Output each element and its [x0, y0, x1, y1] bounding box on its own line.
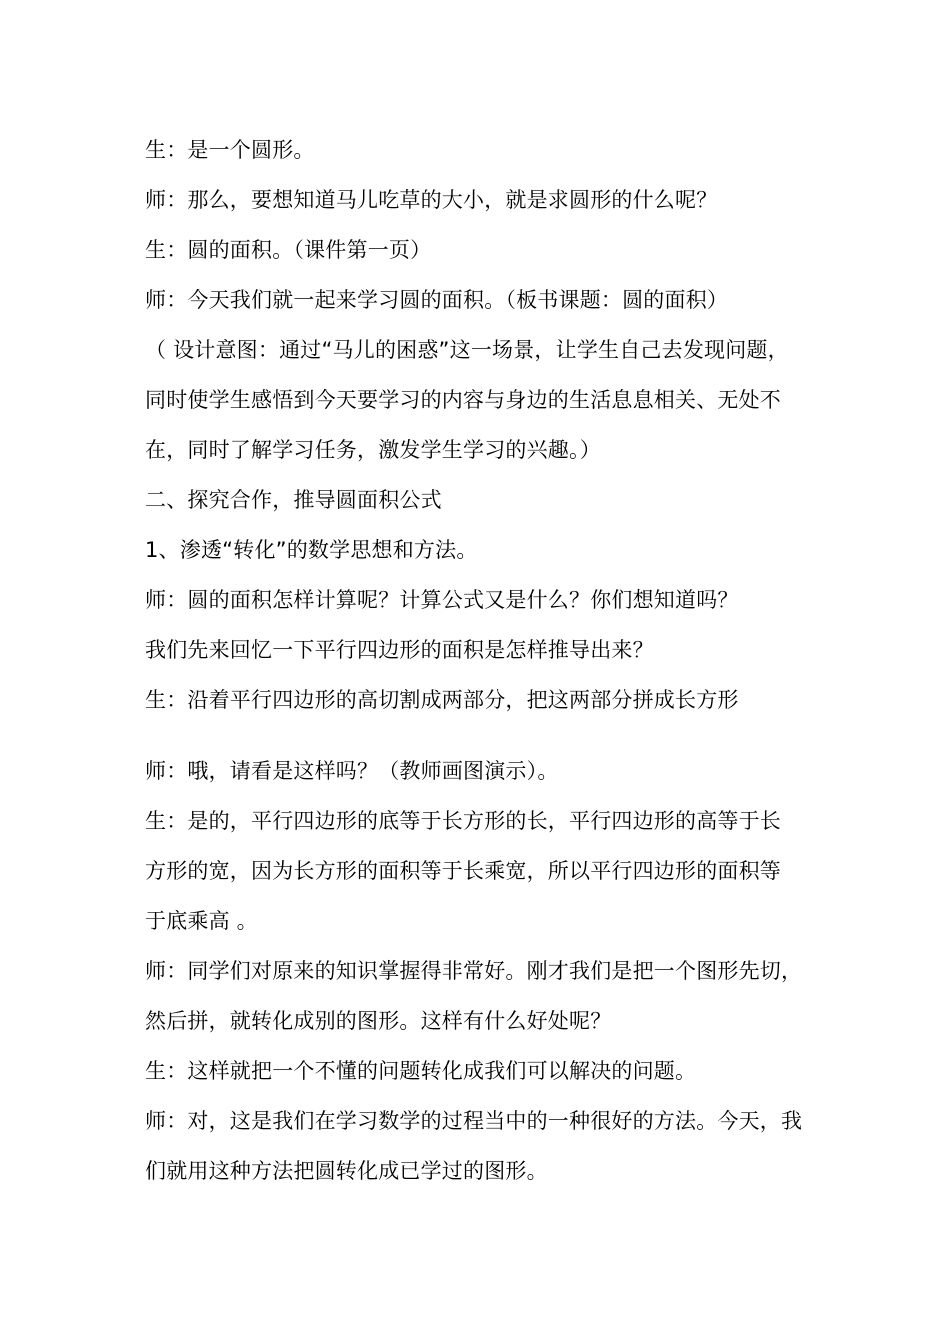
- text-line-21: 们就用这种方法把圆转化成已学过的图形。: [145, 1159, 548, 1183]
- text-line-3-main: 生：圆的面积。: [145, 238, 294, 262]
- text-line-20: 师：对，这是我们在学习数学的过程当中的一种很好的方法。今天，我: [145, 1109, 803, 1133]
- text-line-6: 同时使学生感悟到今天要学习的内容与身边的生活息息相关、无处不: [145, 388, 781, 412]
- text-line-1: 生：是一个圆形。: [145, 138, 315, 162]
- text-line-7: 在，同时了解学习任务，激发学生学习的兴趣。）: [145, 438, 601, 462]
- text-line-19: 生：这样就把一个不懂的问题转化成我们可以解决的问题。: [145, 1059, 697, 1083]
- text-line-13-tail: 演示）。: [484, 759, 559, 783]
- text-line-4: 师：今天我们就一起来学习圆的面积。（板书课题：圆的面积）: [145, 288, 729, 312]
- text-line-18: 然后拼，就转化成别的图形。这样有什么好处呢？: [145, 1009, 612, 1033]
- text-line-5: （ 设计意图：通过“马儿的困惑”这一场景，让学生自己去发现问题，: [145, 338, 789, 362]
- text-line-3: [145, 235, 825, 265]
- text-line-15: 方形的宽，因为长方形的面积等于长乘宽，所以平行四边形的面积等: [145, 859, 781, 883]
- text-line-16: 于底乘高 。: [145, 909, 258, 933]
- text-line-14: 生：是的，平行四边形的底等于长方形的长，平行四边形的高等于长: [145, 809, 781, 833]
- text-line-9: 1、渗透“转化”的数学思想和方法。: [145, 538, 478, 562]
- text-line-2: 师：那么，要想知道马儿吃草的大小，就是求圆形的什么呢？: [145, 188, 718, 212]
- text-line-13-main: 师：哦，请看是这样吗？（教师: [145, 759, 442, 783]
- section-heading: 二、探究合作，推导圆面积公式: [145, 488, 442, 512]
- text-line-11: 我们先来回忆一下平行四边形的面积是怎样推导出来？: [145, 638, 654, 662]
- courseware-note: （课件第一页）: [293, 238, 432, 262]
- text-line-10: 师：圆的面积怎样计算呢？计算公式又是什么？你们想知道吗？: [145, 588, 739, 612]
- draw-word: 画图: [441, 759, 485, 783]
- text-line-12: 生：沿着平行四边形的高切割成两部分，把这两部分拼成长方形: [145, 688, 739, 712]
- text-line-17: 师：同学们对原来的知识掌握得非常好。刚才我们是把一个图形先切，: [145, 959, 803, 983]
- text-line-13: [145, 756, 825, 786]
